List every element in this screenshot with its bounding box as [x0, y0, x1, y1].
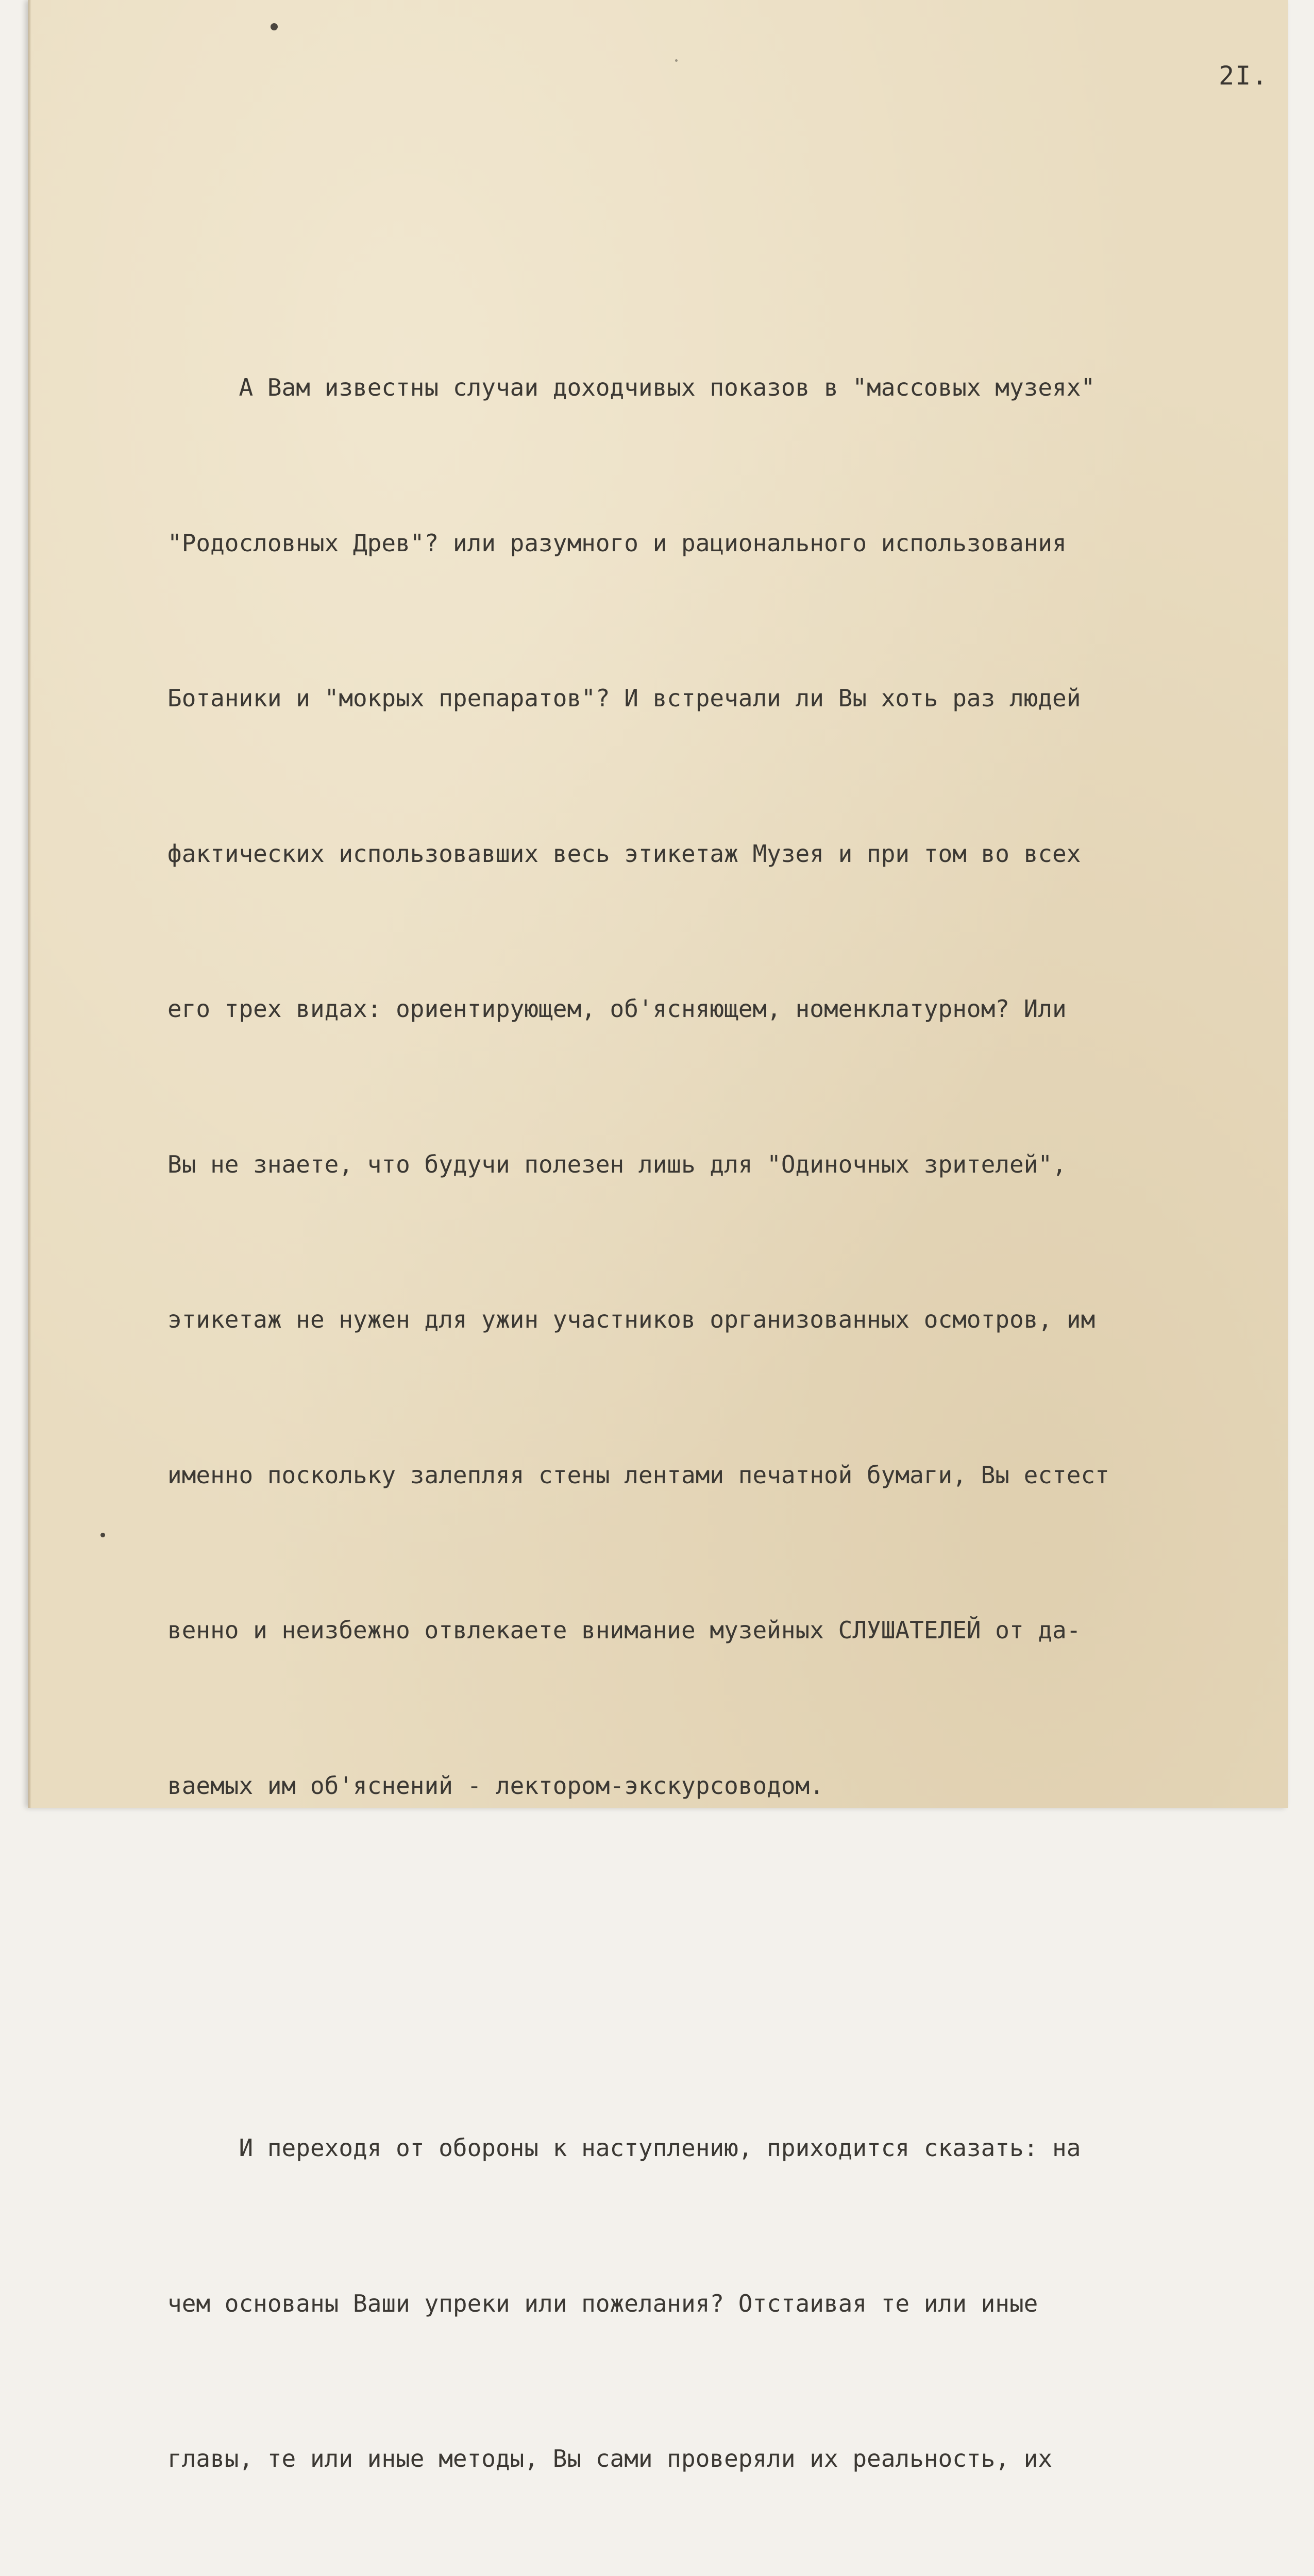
text-line: венно и неизбежно отвлекаете внимание музейных СЛУШАТЕЛЕЙ от да-: [167, 1616, 1081, 1644]
typewritten-page: [28, 0, 1288, 2472]
ink-speck: [675, 59, 678, 62]
text-line: фактических использовавших весь этикетаж Музея и при том во всех: [167, 839, 1081, 868]
text-line: А Вам известны случаи доходчивых показов в "массовых музеях": [167, 374, 1096, 401]
text-line: Ботаники и "мокрых препаратов"? И встречали ли Вы хоть раз людей: [167, 684, 1081, 712]
text-line: этикетаж не нужен для ужин участников организованных осмотров, им: [167, 1306, 1096, 1333]
body-text: [167, 155, 1306, 2576]
text-line: чем основаны Ваши упреки или пожелания? Отстаивая те или иные: [167, 2289, 1038, 2317]
paragraph: [167, 2019, 1306, 2576]
ink-speck: [271, 23, 278, 30]
paragraph: [167, 258, 1306, 1915]
text-line: его трех видах: ориентирующем, об'ясняющем, номенклатурном? Или: [167, 995, 1067, 1023]
text-line: И переходя от обороны к наступлению, приходится сказать: на: [167, 2134, 1081, 2162]
page-number: 2I.: [1219, 61, 1269, 91]
text-line: ваемых им об'яснений - лектором-экскурсоводом.: [167, 1771, 824, 1800]
text-line: главы, те или иные методы, Вы сами проверяли их реальность, их: [167, 2445, 1053, 2472]
text-line: именно поскольку залепляя стены лентами печатной бумаги, Вы естест: [167, 1461, 1109, 1489]
text-line: "Родословных Древ"? или разумного и рационального использования: [167, 529, 1067, 557]
ink-speck: [100, 1533, 105, 1537]
text-line: Вы не знаете, что будучи полезен лишь для "Одиночных зрителей",: [167, 1150, 1067, 1178]
